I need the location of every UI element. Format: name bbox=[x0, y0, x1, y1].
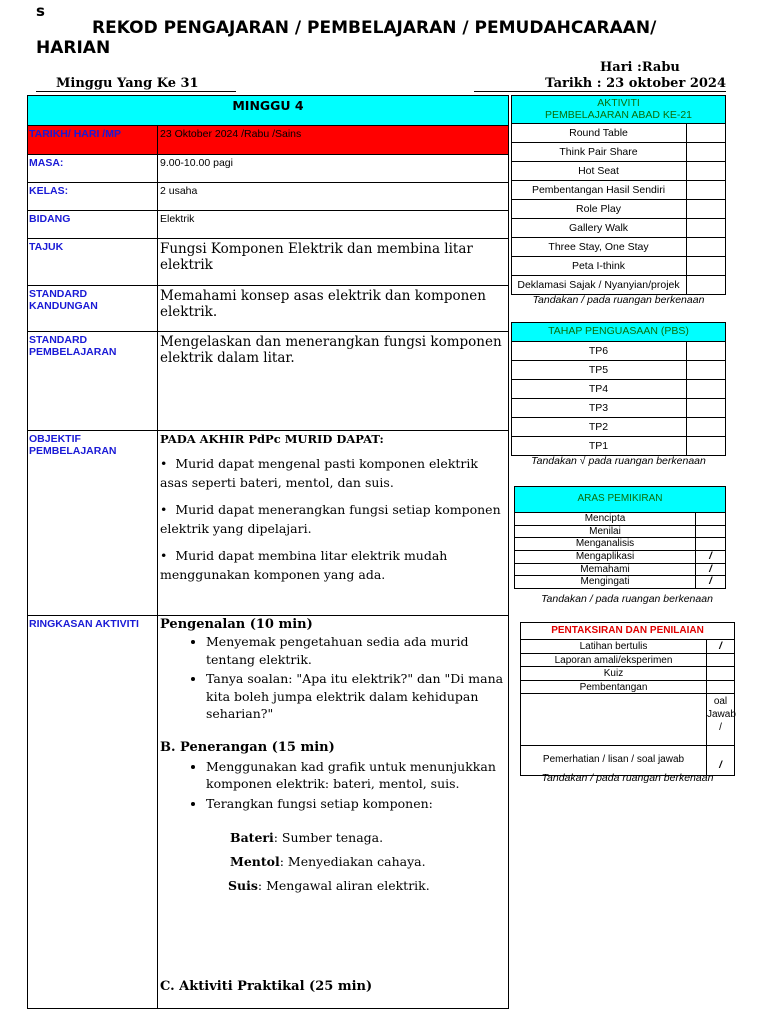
pbs-item: TP3 bbox=[588, 402, 609, 414]
penerangan-heading: B. Penerangan (15 min) bbox=[160, 739, 335, 755]
standard-pembelajaran-row bbox=[28, 332, 508, 431]
masa-row bbox=[28, 155, 508, 183]
table-row bbox=[512, 218, 725, 237]
component-name: Suis bbox=[228, 878, 258, 893]
table-row bbox=[521, 745, 734, 775]
check-cell[interactable] bbox=[706, 654, 734, 667]
list-item: • Menggunakan kad grafik untuk menunjukkan komponen elektrik: bateri, mentol, suis. bbox=[206, 758, 507, 793]
pbs-item: TP1 bbox=[588, 440, 609, 452]
check-cell[interactable] bbox=[686, 238, 725, 256]
minggu-label: Minggu Yang Ke 31 bbox=[36, 76, 236, 92]
table-row bbox=[521, 639, 734, 653]
abad21-table bbox=[511, 95, 726, 295]
table-row bbox=[515, 575, 725, 588]
aras-note: Tandakan / pada ruangan berkenaan bbox=[541, 593, 713, 605]
pbs-item: TP2 bbox=[588, 421, 609, 433]
pbs-item: TP4 bbox=[588, 383, 609, 395]
title-line-1: REKOD PENGAJARAN / PEMBELAJARAN / PEMUDAHCARAAN/ bbox=[92, 18, 657, 38]
aras-item: Menganalisis bbox=[575, 538, 635, 550]
aktiviti-praktikal-heading: C. Aktiviti Praktikal (25 min) bbox=[160, 979, 373, 994]
page-title bbox=[36, 18, 736, 58]
component-item bbox=[160, 878, 507, 894]
pentaksiran-item: Pembentangan bbox=[579, 681, 648, 693]
hari-label: Hari :Rabu bbox=[600, 60, 680, 75]
table-row bbox=[515, 550, 725, 563]
component-name: Bateri bbox=[230, 830, 274, 845]
abad21-item: Role Play bbox=[576, 203, 621, 215]
aras-item: Memahami bbox=[580, 563, 630, 575]
check-cell[interactable] bbox=[686, 380, 725, 398]
check-cell[interactable] bbox=[686, 124, 725, 142]
pbs-note: Tandakan √ pada ruangan berkenaan bbox=[531, 455, 706, 467]
table-row bbox=[512, 123, 725, 142]
kelas-value: 2 usaha bbox=[160, 185, 198, 197]
objektif-item: • Murid dapat membina litar elektrik mudah menggunakan komponen yang ada. bbox=[160, 548, 448, 582]
check-cell[interactable] bbox=[695, 513, 725, 525]
abad21-item: Round Table bbox=[569, 127, 628, 139]
ringkasan-value bbox=[159, 616, 508, 1009]
check-cell[interactable] bbox=[686, 257, 725, 275]
aras-table bbox=[514, 486, 726, 589]
table-row bbox=[521, 653, 734, 667]
pentaksiran-item: Pemerhatian / lisan / soal jawab bbox=[542, 754, 685, 765]
penerangan-list bbox=[160, 758, 507, 813]
tarikh-label: Tarikh : 23 oktober 2024 bbox=[474, 76, 726, 92]
tarikh-row bbox=[28, 126, 508, 155]
list-item: • Tanya soalan: "Apa itu elektrik?" dan "Di mana kita boleh jumpa elektrik dalam kehidupan seharian?" bbox=[206, 670, 507, 723]
check-cell[interactable] bbox=[686, 399, 725, 417]
pbs-item: TP6 bbox=[588, 345, 609, 357]
ringkasan-row bbox=[28, 616, 508, 1009]
tajuk-label: TAJUK bbox=[28, 239, 158, 285]
table-row bbox=[512, 341, 725, 360]
check-cell[interactable] bbox=[695, 526, 725, 538]
table-row bbox=[515, 563, 725, 576]
tajuk-row bbox=[28, 239, 508, 286]
pbs-item: TP5 bbox=[588, 364, 609, 376]
pentaksiran-item: Kuiz bbox=[603, 668, 624, 679]
ringkasan-label: RINGKASAN AKTIVITI bbox=[28, 616, 158, 1009]
check-cell[interactable]: / bbox=[695, 576, 725, 588]
abad21-header bbox=[512, 96, 725, 123]
component-desc: : Mengawal aliran elektrik. bbox=[257, 878, 430, 893]
check-cell[interactable] bbox=[695, 538, 725, 550]
table-row bbox=[512, 398, 725, 417]
table-row bbox=[521, 666, 734, 680]
component-name: Mentol bbox=[230, 854, 280, 869]
check-cell[interactable]: / bbox=[706, 746, 734, 775]
component-desc: : Sumber tenaga. bbox=[273, 830, 384, 845]
aras-item: Mengaplikasi bbox=[575, 551, 635, 563]
tarikh-row-value: 23 Oktober 2024 /Rabu /Sains bbox=[160, 128, 302, 140]
abad21-item: Think Pair Share bbox=[559, 146, 638, 158]
table-row bbox=[521, 680, 734, 694]
table-row bbox=[512, 360, 725, 379]
abad21-item: Hot Seat bbox=[578, 165, 619, 177]
check-cell[interactable] bbox=[686, 342, 725, 360]
aras-header: ARAS PEMIKIRAN bbox=[515, 487, 725, 512]
bidang-row bbox=[28, 211, 508, 239]
check-cell[interactable] bbox=[686, 219, 725, 237]
objektif-item: • Murid dapat menerangkan fungsi setiap komponen elektrik yang dipelajari. bbox=[160, 502, 501, 536]
aras-item: Menilai bbox=[589, 525, 621, 537]
list-item: • Menyemak pengetahuan sedia ada murid tentang elektrik. bbox=[206, 633, 507, 668]
abad21-item: Three Stay, One Stay bbox=[548, 241, 649, 253]
check-cell[interactable] bbox=[706, 681, 734, 694]
check-cell[interactable] bbox=[686, 181, 725, 199]
objektif-item-text: Murid dapat membina litar elektrik mudah menggunakan komponen yang ada. bbox=[160, 548, 448, 582]
aras-item: Mengingati bbox=[580, 576, 630, 588]
abad21-title-2: PEMBELAJARAN ABAD KE-21 bbox=[544, 109, 693, 121]
table-row bbox=[512, 436, 725, 455]
pentaksiran-table bbox=[520, 622, 735, 776]
corner-letter: s bbox=[36, 2, 45, 20]
component-item bbox=[160, 830, 507, 846]
check-cell[interactable]: / bbox=[695, 564, 725, 576]
check-cell[interactable]: oal Jawab / bbox=[706, 694, 734, 745]
check-cell[interactable] bbox=[686, 437, 725, 455]
pengenalan-heading: Pengenalan (10 min) bbox=[160, 617, 313, 632]
objektif-item-text: Murid dapat mengenal pasti komponen elektrik asas seperti bateri, mentol, dan suis. bbox=[160, 456, 478, 490]
table-row bbox=[515, 512, 725, 525]
check-cell[interactable] bbox=[706, 667, 734, 680]
table-row bbox=[521, 693, 734, 745]
objektif-row bbox=[28, 431, 508, 616]
minggu-title: MINGGU 4 bbox=[232, 98, 304, 113]
pengenalan-list bbox=[160, 633, 507, 723]
bidang-value: Elektrik bbox=[160, 213, 195, 225]
objektif-item: • Murid dapat mengenal pasti komponen elektrik asas seperti bateri, mentol, dan suis. bbox=[160, 456, 478, 490]
check-cell[interactable] bbox=[686, 276, 725, 294]
objektif-heading: PADA AKHIR PdPc MURID DAPAT: bbox=[160, 432, 384, 446]
table-row bbox=[512, 417, 725, 436]
table-row bbox=[512, 161, 725, 180]
list-item: • Terangkan fungsi setiap komponen: bbox=[206, 795, 507, 813]
table-row bbox=[512, 256, 725, 275]
objektif-label: OBJEKTIF PEMBELAJARAN bbox=[28, 431, 158, 615]
table-row bbox=[515, 525, 725, 538]
aras-item: Mencipta bbox=[584, 513, 626, 524]
objektif-item-text: Murid dapat menerangkan fungsi setiap komponen elektrik yang dipelajari. bbox=[160, 502, 501, 536]
standard-kandungan-value: Memahami konsep asas elektrik dan komponen elektrik. bbox=[160, 288, 486, 320]
kelas-row bbox=[28, 183, 508, 211]
tarikh-row-label: TARIKH/ HARI /MP bbox=[28, 126, 158, 154]
pentaksiran-item: Latihan bertulis bbox=[579, 641, 648, 652]
check-cell[interactable] bbox=[686, 361, 725, 379]
tajuk-value: Fungsi Komponen Elektrik dan membina litar elektrik bbox=[160, 241, 473, 273]
abad21-item: Pembentangan Hasil Sendiri bbox=[531, 184, 666, 196]
kelas-label: KELAS: bbox=[28, 183, 158, 210]
check-cell[interactable]: / bbox=[706, 640, 734, 653]
pentaksiran-item: Laporan amali/eksperimen bbox=[554, 654, 673, 666]
check-cell[interactable] bbox=[686, 418, 725, 436]
bidang-label: BIDANG bbox=[28, 211, 158, 238]
component-item bbox=[160, 854, 507, 870]
standard-kandungan-label: STANDARD KANDUNGAN bbox=[28, 286, 158, 331]
abad21-item: Gallery Walk bbox=[568, 222, 629, 234]
abad21-item: Deklamasi Sajak / Nyanyian/projek bbox=[517, 279, 680, 291]
standard-pembelajaran-label: STANDARD PEMBELAJARAN bbox=[28, 332, 158, 430]
table-row bbox=[512, 379, 725, 398]
table-row bbox=[512, 142, 725, 161]
standard-pembelajaran-value: Mengelaskan dan menerangkan fungsi komponen elektrik dalam litar. bbox=[160, 334, 502, 366]
check-cell[interactable] bbox=[686, 162, 725, 180]
pentaksiran-header: PENTAKSIRAN DAN PENILAIAN bbox=[521, 623, 734, 639]
table-row bbox=[515, 537, 725, 550]
table-row bbox=[512, 180, 725, 199]
check-cell[interactable] bbox=[686, 200, 725, 218]
check-cell[interactable]: / bbox=[695, 551, 725, 563]
objektif-value bbox=[159, 431, 508, 615]
abad21-note: Tandakan / pada ruangan berkenaan bbox=[532, 294, 705, 306]
table-row bbox=[512, 275, 725, 294]
title-line-2: HARIAN bbox=[36, 38, 111, 58]
pbs-header: TAHAP PENGUASAAN (PBS) bbox=[512, 323, 725, 341]
pentaksiran-note: Tandakan / pada ruangan berkenaan bbox=[541, 772, 714, 784]
table-row bbox=[512, 237, 725, 256]
pbs-table bbox=[511, 322, 726, 456]
component-desc: : Menyediakan cahaya. bbox=[279, 854, 426, 869]
abad21-item: Peta I-think bbox=[571, 260, 626, 272]
abad21-title-1: AKTIVITI bbox=[597, 97, 640, 109]
masa-value: 9.00-10.00 pagi bbox=[160, 157, 233, 169]
main-table bbox=[27, 95, 509, 1009]
standard-kandungan-row bbox=[28, 286, 508, 332]
table-row bbox=[512, 199, 725, 218]
masa-label: MASA: bbox=[28, 155, 158, 182]
minggu-row bbox=[28, 96, 508, 126]
check-cell[interactable] bbox=[686, 143, 725, 161]
